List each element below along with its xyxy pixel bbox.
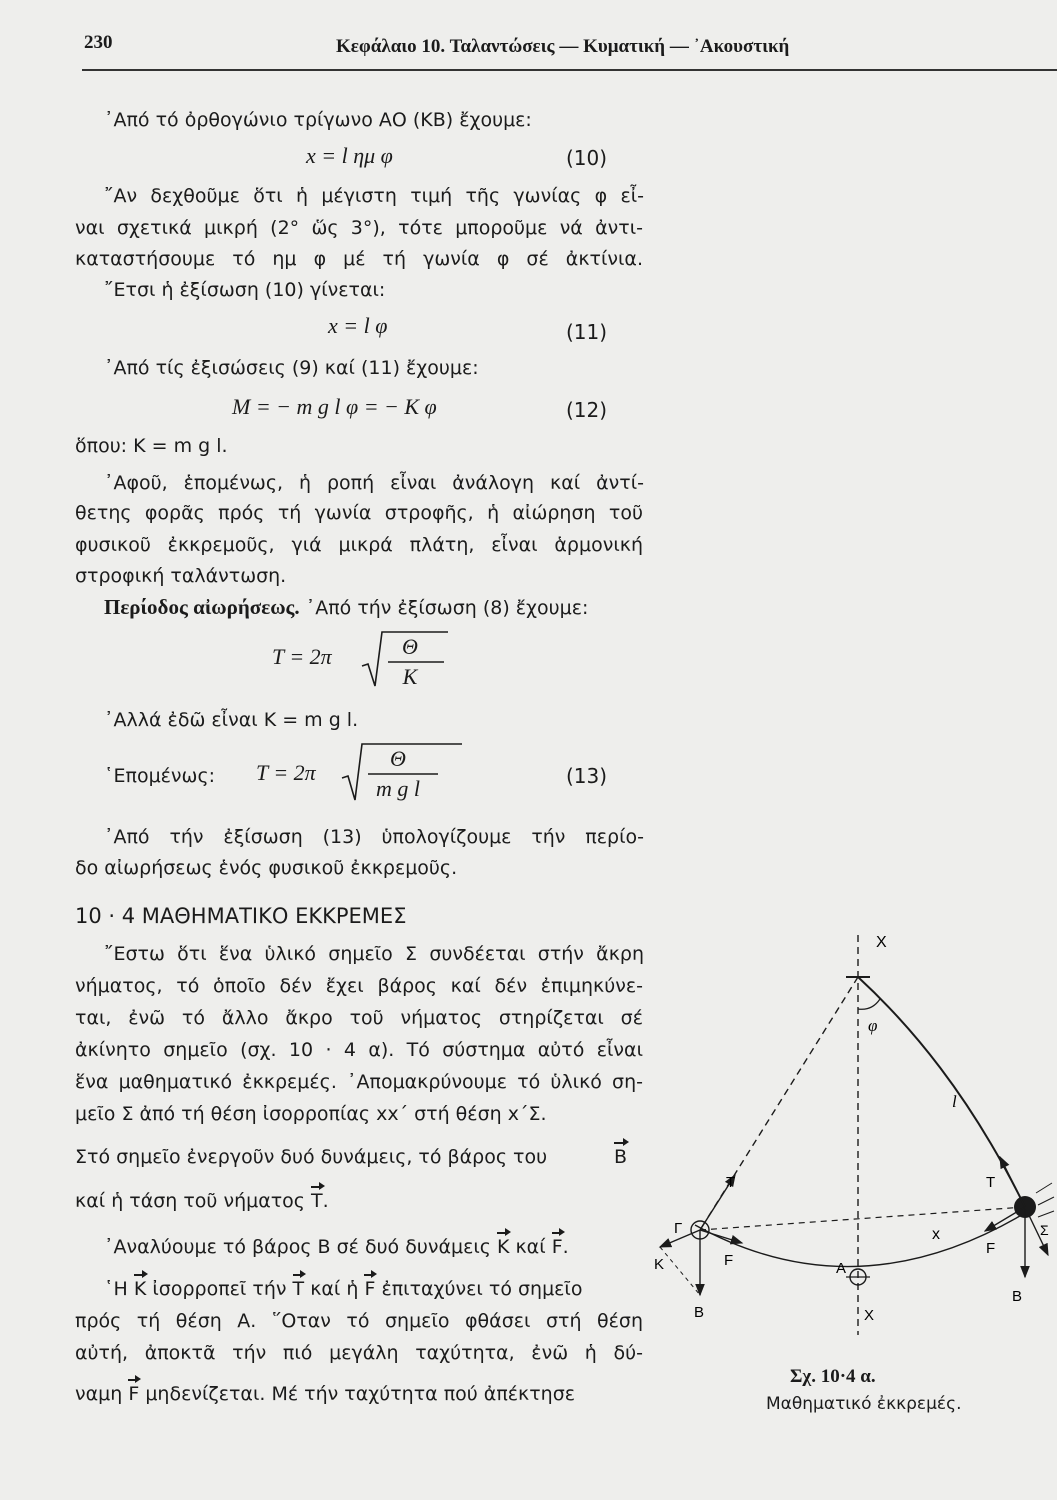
label-F-right: F	[986, 1240, 996, 1257]
text-line: μεῖο Σ ἀπό τή θέση ἰσορροπίας xx΄ στή θέση x΄Σ.	[75, 1103, 547, 1125]
text-line: ᾽Από τίς ἐξισώσεις (9) καί (11) ἔχουμε:	[104, 357, 479, 379]
text-line: ῾Επομένως:	[104, 765, 216, 787]
period-equation-lhs: T = 2π	[272, 644, 332, 669]
page-number: 230	[84, 32, 113, 53]
label-T-right: T	[986, 1174, 996, 1191]
equation-12: M = − m g l φ = − K φ	[232, 394, 437, 419]
displacement-line	[700, 1207, 1025, 1230]
text-line: ῎Ετσι ἡ ἐξίσωση (10) γίνεται:	[104, 279, 386, 301]
text-line: ᾽Από τήν ἐξίσωση (13) ὑπολογίζουμε τήν περίο-	[104, 826, 644, 848]
label-gamma: Γ	[674, 1220, 683, 1237]
label-K: K	[654, 1256, 665, 1273]
f-vector-right	[985, 1207, 1025, 1231]
motion-arc	[695, 1210, 1030, 1267]
label-A: A	[836, 1260, 847, 1277]
text-line	[75, 1143, 635, 1171]
equation-number: (11)	[566, 320, 608, 344]
tension-vector-right	[1000, 1157, 1025, 1207]
text-line: ᾽Αλλά ἐδῶ εἶναι K = m g l.	[104, 709, 359, 731]
text-line	[75, 1380, 615, 1408]
text-line: ἕνα μαθηματικό ἐκκρεμές. ᾽Απομακρύνουμε τό ὑλικό ση-	[75, 1071, 643, 1093]
equation-number: (12)	[566, 398, 608, 422]
text-line: ᾽Αφοῦ, ἑπομένως, ἡ ροπή εἶναι ἀνάλογη καί ἀντί-	[104, 472, 644, 494]
text-line: αὐτή, ἀποκτᾶ τήν πιό μεγάλη ταχύτητα, ἐνῶ ἡ δύ-	[75, 1342, 643, 1364]
label-F-left: F	[724, 1252, 734, 1269]
fraction-numerator: Θ	[390, 746, 406, 771]
period-line	[104, 593, 644, 622]
text-span: ἐπιταχύνει τό σημεῖο	[381, 1278, 583, 1300]
text-span: ῾Η	[104, 1278, 128, 1300]
text-span: .	[562, 1236, 569, 1258]
text-line: ῎Αν δεχθοῦμε ὅτι ἡ μέγιστη τιμή τῆς γωνίας φ εἶ-	[104, 185, 644, 207]
vector-K: K	[497, 1233, 509, 1261]
label-B-left: B	[694, 1304, 705, 1321]
text-line: ἀκίνητο σημεῖο (σχ. 10 · 4 α). Τό σύστημα αὐτό εἶναι	[75, 1039, 643, 1061]
hatch	[1036, 1183, 1052, 1193]
running-head: Κεφάλαιο 10. Ταλαντώσεις — Κυματική — ᾽Ακουστική	[336, 36, 790, 57]
text-span: μηδενίζεται. Μέ τήν ταχύτητα πού ἀπέκτησε	[145, 1383, 576, 1405]
text-line: πρός τή θέση Α. ῞Οταν τό σημεῖο φθάσει στή θέση	[75, 1310, 643, 1332]
text-span: .	[322, 1190, 329, 1212]
header-rule	[82, 69, 1057, 71]
text-line: καταστήσουμε τό ημ φ μέ τή γωνία φ σέ ἀκτίνια.	[75, 248, 643, 270]
label-sigma: Σ	[1040, 1222, 1049, 1238]
text-span: Στό σημεῖο ἐνεργοῦν δυό δυνάμεις, τό βάρος του	[75, 1146, 548, 1168]
vector-F: F	[364, 1275, 375, 1303]
vector-T: T	[293, 1275, 305, 1303]
equation-number: (10)	[566, 146, 608, 170]
hatch	[1038, 1211, 1054, 1217]
label-l: l	[952, 1092, 957, 1111]
figure-caption-text: Μαθηματικό ἐκκρεμές.	[766, 1394, 962, 1414]
label-T-left: T	[726, 1174, 736, 1191]
pendulum-string	[858, 977, 1025, 1207]
label-B-right: B	[1012, 1288, 1023, 1305]
label-phi: φ	[868, 1016, 878, 1035]
equation-13-lhs: T = 2π	[256, 760, 316, 785]
text-line: ὅπου: K = m g l.	[75, 435, 228, 457]
construction-line	[660, 1247, 700, 1295]
text-line: ῎Εστω ὅτι ἕνα ὑλικό σημεῖο Σ συνδέεται στήν ἄκρη	[104, 943, 644, 965]
text-line: νήματος, τό ὁποῖο δέν ἔχει βάρος καί δέν ἐπιμηκύνε-	[75, 975, 643, 997]
fraction-denominator: K	[402, 664, 418, 689]
text-line: θετης φορᾶς πρός τή γωνία στροφῆς, ἡ αἰώρηση τοῦ	[75, 502, 643, 524]
figure-caption-title: Σχ. 10·4 α.	[790, 1366, 876, 1387]
text-span: ᾽Από τήν ἐξίσωση (8) ἔχουμε:	[305, 597, 589, 619]
label-x-top: X	[876, 934, 887, 951]
angle-arc	[858, 999, 880, 1009]
text-line: δο αἰωρήσεως ἑνός φυσικοῦ ἐκκρεμοῦς.	[75, 857, 458, 879]
text-line	[104, 1233, 644, 1261]
equation-number: (13)	[566, 764, 608, 788]
text-line	[75, 1187, 615, 1215]
text-line	[104, 1275, 644, 1303]
text-span: ᾽Αναλύουμε τό βάρος Β σέ δυό δυνάμεις	[104, 1236, 491, 1258]
hatch	[1038, 1197, 1054, 1205]
fraction-denominator: m g l	[376, 776, 420, 801]
equation-11: x = l φ	[328, 313, 388, 338]
text-span: καί	[515, 1236, 546, 1258]
text-line: φυσικοῦ ἐκκρεμοῦς, γιά μικρά πλάτη, εἶναι ἁρμονική	[75, 534, 643, 556]
equation-10: x = l ημ φ	[306, 143, 393, 168]
text-line: ᾽Από τό ὀρθογώνιο τρίγωνο ΑΟ (ΚΒ) ἔχουμε:	[104, 109, 532, 131]
vector-F: F	[128, 1380, 139, 1408]
period-heading: Περίοδος αἰωρήσεως.	[104, 595, 300, 619]
vector-F: F	[552, 1233, 563, 1261]
label-x-bottom: X	[864, 1307, 875, 1324]
vector-B: B	[614, 1143, 627, 1171]
text-span: ναμη	[75, 1383, 123, 1405]
pendulum-figure	[640, 925, 1057, 1365]
text-line: ναι σχετικά μικρή (2° ὥς 3°), τότε μποροῦμε νά ἀντι-	[75, 217, 643, 239]
text-line: στροφική ταλάντωση.	[75, 565, 287, 587]
fraction-numerator: Θ	[402, 634, 418, 659]
vector-K: K	[134, 1275, 146, 1303]
vector-T: T	[311, 1187, 323, 1215]
label-x-mid: x	[932, 1226, 940, 1243]
text-span: καί ἡ	[310, 1278, 359, 1300]
text-span: καί ἡ τάση τοῦ νήματος	[75, 1190, 305, 1212]
section-heading: 10 · 4 ΜΑΘΗΜΑΤΙΚΟ ΕΚΚΡΕΜΕΣ	[75, 904, 407, 928]
text-line: ται, ἐνῶ τό ἄλλο ἄκρο τοῦ νήματος στηρίζεται σέ	[75, 1007, 643, 1029]
text-span: ἰσορροπεῖ τήν	[152, 1278, 287, 1300]
